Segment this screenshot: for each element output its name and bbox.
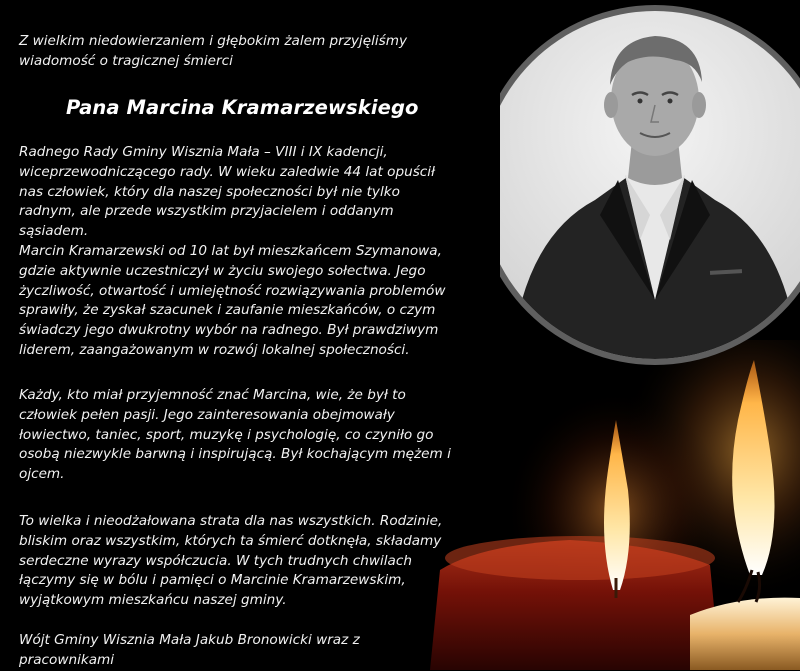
paragraph-3: Każdy, kto miał przyjemność znać Marcina, wie, że był to człowiek pełen pasji. Jego zainteresowania obejmowały łowiectwo, taniec, sport, muzykę i psychologię, co czyniło go osobą niezwykle barwną i inspirującą. Był kochającym mężem i ojcem. bbox=[19, 387, 451, 483]
paragraph-4: To wielka i nieodżałowana strata dla nas wszystkich. Rodzinie, bliskim oraz wszystkim, których ta śmierć dotknęła, składamy serdeczne wyrazy współczucia. W tych trudnych chwilach łączymy się w bólu i pamięci o Marcinie Kramarzewskim, wyjątkowym mieszkańcu naszej gminy. bbox=[19, 513, 443, 609]
intro-text: Z wielkim niedowierzaniem i głębokim żalem przyjęliśmy wiadomość o tragicznej śmierci bbox=[19, 33, 407, 69]
paragraph-2: Marcin Kramarzewski od 10 lat był mieszkańcem Szymanowa, gdzie aktywnie uczestniczył w życiu swojego sołectwa. Jego życzliwość, otwartość i umiejętność rozwiązywania problemów sprawiły, że zyskał szacunek i zaufanie mieszkańców, o czym świadczy jego dwukrotny wybór na radnego. Był prawdziwym liderem, zaangażowanym w rozwój lokalnej społeczności. bbox=[19, 243, 446, 358]
signature: Wójt Gminy Wisznia Mała Jakub Bronowicki wraz z pracownikami bbox=[19, 632, 360, 668]
candles-image bbox=[420, 340, 800, 670]
paragraph-1: Radnego Rady Gminy Wisznia Mała – VIII i IX kadencji, wiceprzewodniczącego rady. W wieku zaledwie 44 lat opuścił nas człowiek, który dla naszej społeczności był nie tylko radnym, ale przede wszystkim przyjacielem i oddanym sąsiadem. bbox=[19, 144, 435, 240]
portrait-photo bbox=[500, 0, 800, 370]
deceased-name: Pana Marcina Kramarzewskiego bbox=[66, 96, 419, 119]
